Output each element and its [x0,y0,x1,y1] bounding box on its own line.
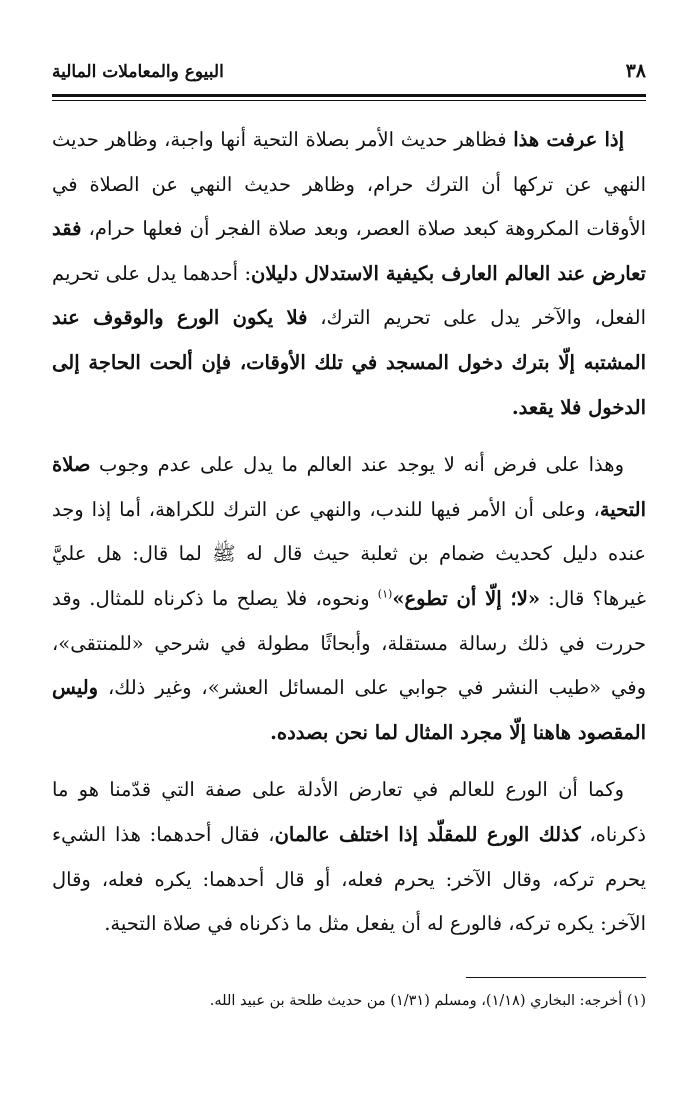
paragraph-2-bold-2: وليس المقصود هاهنا إلّا مجرد المثال لما نحن بصدده. [52,676,646,744]
paragraph-3 [52,768,646,946]
page-number: ٣٨ [625,60,646,82]
paragraph-1 [52,118,646,430]
paragraph-3-text-2: ، فقال أحدهما: هذا الشيء يحرم تركه، وقال الآخر: يحرم فعله، أو قال أحدهما: يكره فعله، وقال الآخر: يكره تركه، فالورع له أن يفعل مثل ما ذكرناه في صلاة التحية. [52,822,646,936]
paragraph-1-bold-3: فلا يكون الورع والوقوف عند المشتبه إلّا بترك دخول المسجد في تلك الأوقات، فإن ألحت الحاجة إلى الدخول فلا يقعد. [52,306,646,419]
footnote-divider [466,977,646,978]
body-text [52,118,646,960]
paragraph-1-bold-1: إذا عرفت هذا [513,128,625,151]
paragraph-2-text-2: ، وعلى أن الأمر فيها للندب، والنهي عن الترك للكراهة، أما إذا وجد عنده دليل كحديث ضمام بن ثعلبة حيث قال له ﷺ لما قال: هل عليَّ غيرها؟ قال: [52,497,646,610]
page-header [52,56,646,90]
header-rule-thin [52,100,646,101]
paragraph-1-text-1: فظاهر حديث الأمر بصلاة التحية أنها واجبة، وظاهر حديث النهي عن تركها أن الترك حرام، وظاهر حديث النهي عن الصلاة في الأوقات المكروهة كبعد صلاة العصر، وبعد صلاة الفجر أن فعلها حرام، [52,128,646,241]
header-rule-thick [52,94,646,97]
footnote: (١) أخرجه: البخاري (١/١٨)، ومسلم (١/٣١) من حديث طلحة بن عبيد الله. [209,993,646,1009]
paragraph-1-bold-2: فقد تعارض عند العالم العارف بكيفية الاستدلال دليلان [52,217,646,285]
paragraph-1-text-2: : أحدهما يدل على تحريم الفعل، والآخر يدل على تحريم الترك، [52,261,647,330]
paragraph-2-hadith-quote: «لا؛ إلّا أن تطوع» [392,586,541,610]
paragraph-2-text-1: وهذا على فرض أنه لا يوجد عند العالم ما يدل على عدم وجوب [90,453,624,477]
paragraph-3-text-1: وكما أن الورع للعالم في تعارض الأدلة على صفة التي قدّمنا هو ما ذكرناه، [52,778,646,846]
running-title: البيوع والمعاملات المالية [52,62,224,82]
paragraph-3-bold-1: كذلك الورع للمقلّد إذا اختلف عالمان [274,822,581,846]
footnote-reference: (١) [377,587,393,601]
paragraph-2 [52,443,646,755]
paragraph-2-bold-1: صلاة التحية [52,453,646,521]
paragraph-2-text-3: ونحوه، فلا يصلح ما ذكرناه للمثال. وقد حررت في ذلك رسالة مستقلة، وأبحاثًا مطولة في شرحي «للمنتقى»، وفي «طيب النشر في جوابي على المسائل العشر»، وغير ذلك، [52,586,646,700]
